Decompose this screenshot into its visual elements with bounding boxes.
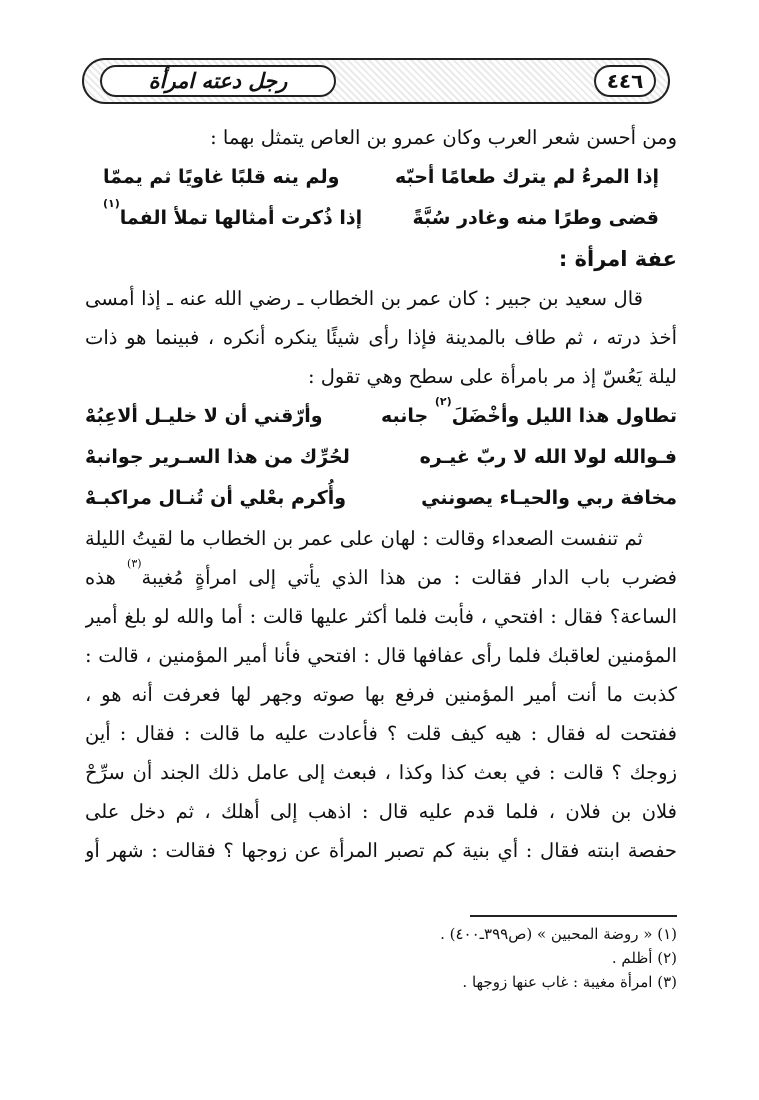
verse-second-hemistich: وأُكرم بعْلي أن تُنـال مراكبـهْ: [85, 487, 347, 509]
paragraph-line: الساعة؟ فقال : افتحي ، فأبت فلما أكثر عليها قالت : أما والله لو بلغ أمير: [85, 605, 677, 628]
paragraph-line: [85, 558, 677, 597]
poem-verse: [85, 198, 677, 239]
footnote-item: (١) « روضة المحبين » (ص٣٩٩ـ٤٠٠) .: [440, 925, 677, 943]
verse-first-hemistich: قضى وطرًا منه وغادر سُبَّةً: [412, 207, 659, 229]
paragraph-line: زوجك ؟ قالت : في بعث كذا وكذا ، فبعث إلى عامل ذلك الجند أن سرِّحْ: [85, 761, 677, 784]
paragraph-line: فلان بن فلان ، فلما قدم عليه قال : اذهب إلى أهلك ، ثم دخل على: [85, 800, 677, 823]
verse-text: جانبه: [380, 405, 429, 427]
footnote-divider: [470, 915, 677, 917]
paragraph-line: المؤمنين لعاقبك فلما رأى عفافها قال : افتحي فأنا أمير المؤمنين ، قالت :: [85, 644, 677, 667]
intro-line: ومن أحسن شعر العرب وكان عمرو بن العاص يتمثل بهما :: [210, 126, 677, 149]
footnote-item: (٣) امرأة مغيبة : غاب عنها زوجها .: [462, 973, 677, 991]
poem-verse: [85, 157, 677, 198]
line-text: هذه: [85, 566, 116, 589]
poem-verse: [85, 396, 677, 437]
footnote-marker: (٣): [127, 558, 142, 570]
verse-text: تطاول هذا الليل وأخْضَلَ: [451, 405, 677, 427]
footnote-marker: (١): [103, 197, 120, 210]
poem-verse: [85, 478, 677, 519]
paragraph-line: ففتحت له فقال : هيه كيف قلت ؟ فأعادت عليه ما قالت : فقال : أين: [85, 722, 677, 745]
running-title: رجل دعته امرأة: [100, 65, 336, 97]
verse-first-hemistich: فـوالله لولا الله لا ربّ غيـره: [419, 446, 677, 468]
verse-first-hemistich: [381, 396, 677, 437]
verse-first-hemistich: مخافة ربي والحيـاء يصونني: [421, 487, 677, 509]
poem-verse: [85, 437, 677, 478]
verse-second-hemistich: وأرّقني أن لا خليـل ألاعِبُهْ: [85, 405, 323, 427]
paragraph-line: كذبت ما أنت أمير المؤمنين فرفع بها صوته وجهر لها فعرفت أنه هو ،: [85, 683, 677, 706]
verse-second-hemistich: [103, 198, 362, 239]
verse-second-hemistich: ولم ينه قلبًا غاويًا ثم يممّا: [103, 166, 340, 188]
body-text: [85, 118, 677, 870]
footnote-item: (٢) أظلم .: [611, 949, 677, 967]
verse-text: إذا ذُكرت أمثالها تملأ الفما: [119, 207, 363, 229]
paragraph-line: حفصة ابنته فقال : أي بنية كم تصبر المرأة عن زوجها ؟ فقالت : شهر أو: [85, 839, 677, 862]
verse-first-hemistich: إذا المرءُ لم يترك طعامًا أحبّه: [394, 166, 659, 188]
footnote-marker: (٢): [434, 395, 452, 408]
verse-second-hemistich: لحُرِّك من هذا السـرير جوانبهْ: [85, 446, 350, 468]
footnotes: [85, 922, 677, 994]
paragraph-line: قال سعيد بن جبير : كان عمر بن الخطاب ـ رضي الله عنه ـ إذا أمسى: [85, 287, 643, 310]
paragraph-line: ليلة يَعُسّ إذ مر بامرأة على سطح وهي تقول :: [307, 365, 677, 388]
line-text: فضرب باب الدار فقالت : من هذا الذي يأتي إلى امرأةٍ مُغيبة: [141, 566, 677, 589]
running-header: [82, 58, 670, 104]
page-number: ٤٤٦: [594, 65, 656, 97]
paragraph-line: أخذ درته ، ثم طاف بالمدينة فإذا رأى شيئًا ينكره أنكره ، فبينما هو ذات: [85, 326, 677, 349]
section-heading: عفة امرأة :: [558, 247, 677, 271]
paragraph-line: ثم تنفست الصعداء وقالت : لهان على عمر بن الخطاب ما لقيتُ الليلة: [85, 527, 643, 550]
